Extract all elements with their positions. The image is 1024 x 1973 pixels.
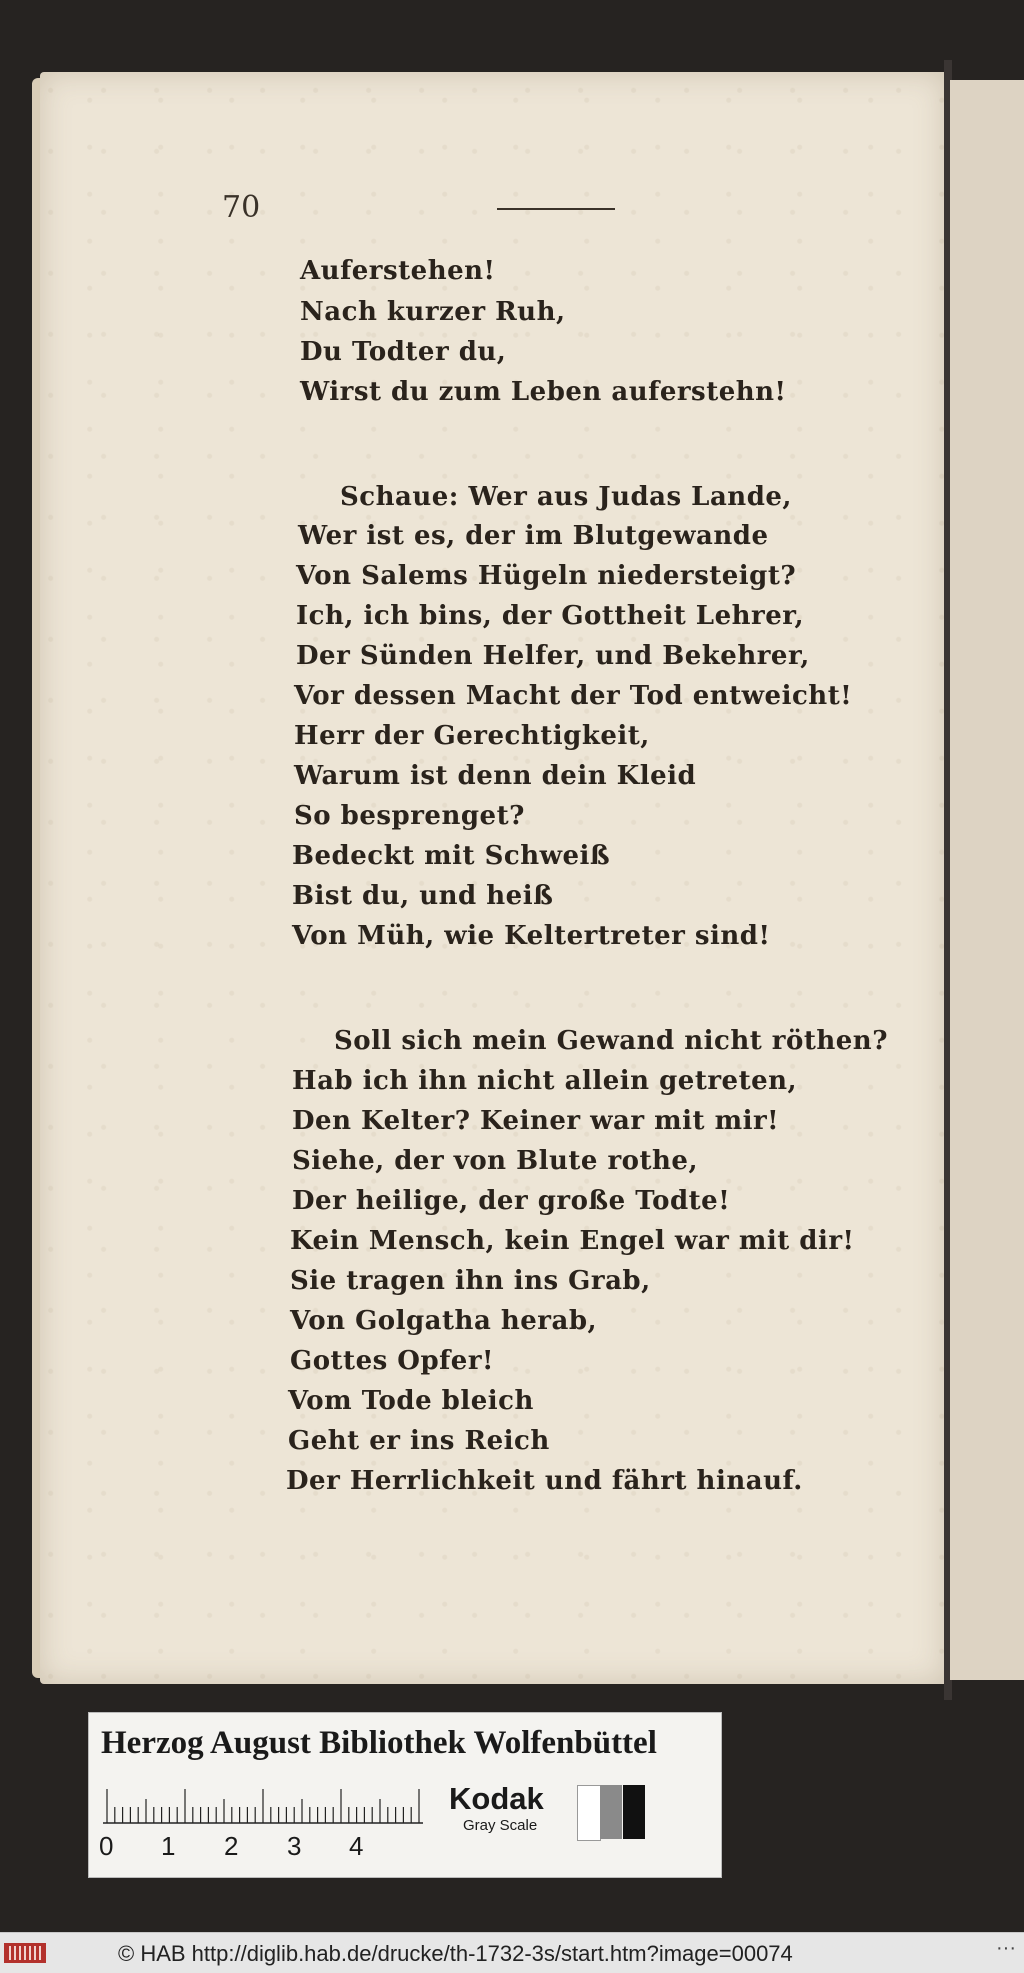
poem-line: Auferstehen!: [300, 256, 496, 286]
poem-line: Soll sich mein Gewand nicht röthen?: [334, 1026, 888, 1056]
poem-line: Sie tragen ihn ins Grab,: [290, 1266, 651, 1296]
poem-line: Wer ist es, der im Blutgewande: [298, 521, 769, 551]
poem-line: Von Müh, wie Keltertreter sind!: [292, 921, 771, 951]
poem-line: Der Sünden Helfer, und Bekehrer,: [296, 641, 810, 671]
copyright-url[interactable]: © HAB http://diglib.hab.de/drucke/th-1732-3s/start.htm?image=00074: [118, 1941, 793, 1966]
poem-line: Den Kelter? Keiner war mit mir!: [292, 1106, 780, 1136]
poem-line: Gottes Opfer!: [290, 1346, 494, 1376]
kodak-brand: Kodak: [449, 1781, 544, 1816]
poem-line: Kein Mensch, kein Engel war mit dir!: [290, 1226, 855, 1256]
poem-line: Siehe, der von Blute rothe,: [292, 1146, 699, 1176]
gray-swatch-mid: [600, 1785, 622, 1839]
page-number: 70: [222, 190, 261, 225]
more-options-icon[interactable]: ···: [996, 1937, 1016, 1959]
header-rule: [497, 208, 615, 210]
hab-logo-icon: [4, 1941, 46, 1965]
library-title: Herzog August Bibliothek Wolfenbüttel: [101, 1725, 657, 1761]
color-target-card: [88, 1712, 722, 1878]
ruler-number: 4: [349, 1831, 364, 1861]
poem-line: Geht er ins Reich: [288, 1426, 550, 1456]
poem-line: Von Golgatha herab,: [290, 1306, 598, 1336]
ruler-number: 3: [287, 1831, 302, 1861]
poem-line: Von Salems Hügeln niedersteigt?: [296, 561, 797, 591]
poem-line: Der heilige, der große Todte!: [292, 1186, 731, 1216]
poem-line: Schaue: Wer aus Judas Lande,: [340, 482, 792, 512]
ruler-number: 0: [99, 1831, 114, 1861]
poem-line: Du Todter du,: [300, 337, 507, 367]
poem-line: Wirst du zum Leben auferstehn!: [300, 377, 787, 407]
poem-line: Bist du, und heiß: [292, 881, 554, 911]
poem-line: Hab ich ihn nicht allein getreten,: [292, 1066, 798, 1096]
ruler-number: 2: [224, 1831, 239, 1861]
gray-swatch-black: [623, 1785, 645, 1839]
gray-scale-caption: Gray Scale: [463, 1817, 538, 1834]
poem-line: Warum ist denn dein Kleid: [294, 761, 697, 791]
gray-swatch-white: [577, 1785, 601, 1841]
scale-ruler: [103, 1785, 433, 1825]
poem-line: So besprenget?: [294, 801, 525, 831]
poem-line: Der Herrlichkeit und fährt hinauf.: [286, 1466, 803, 1496]
poem-line: Ich, ich bins, der Gottheit Lehrer,: [296, 601, 805, 631]
ruler-number: 1: [161, 1831, 176, 1861]
poem-line: Vor dessen Macht der Tod entweicht!: [294, 681, 853, 711]
poem-line: Herr der Gerechtigkeit,: [294, 721, 650, 751]
viewer-footer: [0, 1932, 1024, 1973]
facing-page-edge: [950, 80, 1024, 1680]
poem-line: Bedeckt mit Schweiß: [292, 841, 611, 871]
poem-line: Vom Tode bleich: [288, 1386, 534, 1416]
poem-line: Nach kurzer Ruh,: [300, 297, 566, 327]
